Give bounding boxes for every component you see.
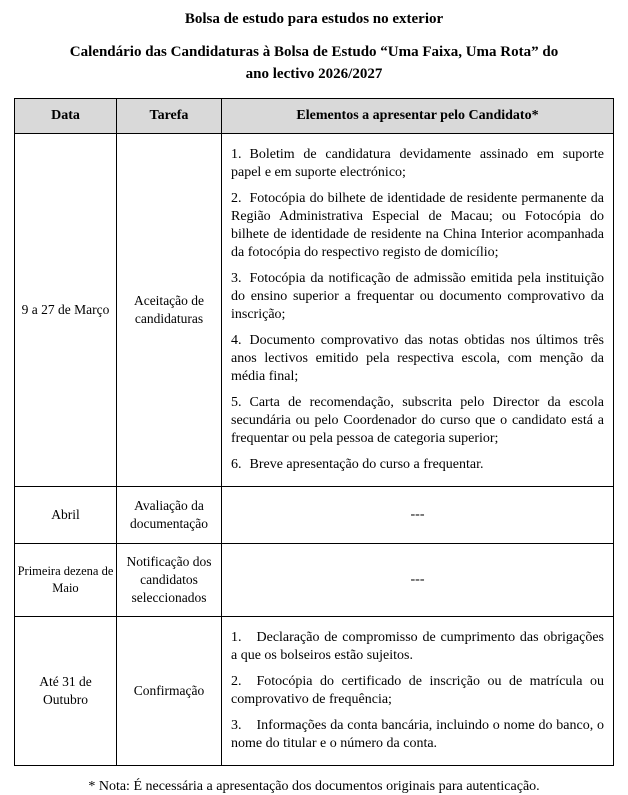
cell-elementos [222,134,614,487]
element-item-number: 2. [231,191,242,206]
element-item: 6. Breve apresentação do curso a frequentar. [231,457,484,472]
table-row [15,487,614,544]
cell-tarefa: Avaliação da documentação [117,487,222,544]
table-row [15,544,614,617]
cell-elementos: --- [222,487,614,544]
header-cell-elementos: Elementos a apresentar pelo Candidato* [222,99,614,134]
element-item: 2. Fotocópia do certificado de inscrição ou de matrícula ou comprovativo de frequência; [231,674,604,707]
element-item-number: 3. [231,271,242,286]
header-row [15,99,614,134]
element-item-number: 4. [231,333,242,348]
document-subtitle [20,41,608,85]
document-subtitle-line-2: ano lectivo 2026/2027 [245,66,383,82]
table-row [15,617,614,766]
table-body [15,134,614,766]
element-item: 3. Informações da conta bancária, incluindo o nome do banco, o nome do titular e o número da conta. [231,718,604,751]
cell-data: 9 a 27 de Março [15,134,117,487]
element-item-number: 3. [231,718,242,733]
element-item: 1. Boletim de candidatura devidamente assinado em suporte papel e em suporte electrónico; [231,147,604,180]
document-subtitle-line-1: Calendário das Candidaturas à Bolsa de Estudo “Uma Faixa, Uma Rota” do [69,44,559,60]
cell-tarefa: Aceitação de candidaturas [117,134,222,487]
element-item-number: 2. [231,674,242,689]
element-item: 1. Declaração de compromisso de cumprimento das obrigações a que os bolseiros estão sujeitos. [231,630,604,663]
table-header [15,99,614,134]
cell-elementos [222,617,614,766]
header-cell-data: Data [15,99,117,134]
cell-elementos: --- [222,544,614,617]
cell-data: Primeira dezena de Maio [15,544,117,617]
calendar-table [14,98,614,766]
element-item: 2. Fotocópia do bilhete de identidade de residente permanente da Região Administrativa Especial de Macau; ou Fotocópia do bilhete de identidade de residente na China Interior acompanhada da fotocópia do respectivo registo de domicílio; [231,191,604,260]
element-item: 4. Documento comprovativo das notas obtidas nos últimos três anos lectivos emitido pela respectiva escola, com menção da média final; [231,333,604,384]
element-item-number: 6. [231,457,242,472]
cell-data: Abril [15,487,117,544]
element-item-number: 1. [231,147,242,162]
element-item-number: 1. [231,630,242,645]
table-row [15,134,614,487]
footnote: * Nota: É necessária a apresentação dos documentos originais para autenticação. [88,779,540,794]
document-title: Bolsa de estudo para estudos no exterior [184,11,444,27]
element-item: 5. Carta de recomendação, subscrita pelo Director da escola secundária ou pelo Coordenador do curso que o candidato está a frequentar ou pela pessoa de categoria superior; [231,395,604,446]
cell-data: Até 31 de Outubro [15,617,117,766]
element-item-number: 5. [231,395,242,410]
cell-tarefa: Confirmação [117,617,222,766]
element-item: 3. Fotocópia da notificação de admissão emitida pela instituição do ensino superior a frequentar ou documento comprovativo da inscrição; [231,271,604,322]
cell-tarefa: Notificação dos candidatos seleccionados [117,544,222,617]
header-cell-tarefa: Tarefa [117,99,222,134]
